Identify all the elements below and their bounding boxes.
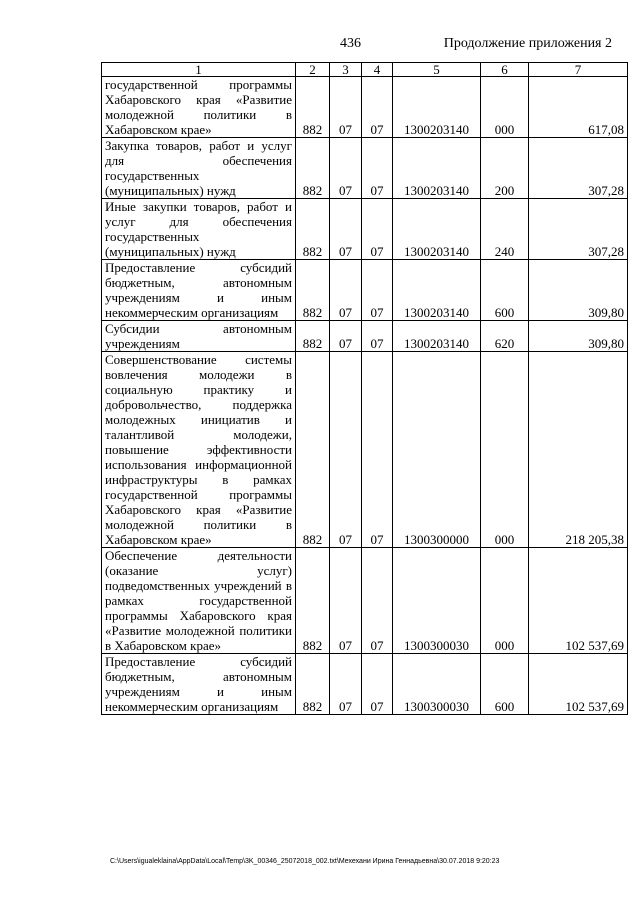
table-row bbox=[102, 77, 628, 138]
amount: 307,28 bbox=[529, 138, 628, 199]
target-code: 1300300030 bbox=[393, 654, 481, 715]
expense-name: Субсидии автономным учреждениям bbox=[102, 321, 296, 352]
target-code: 1300203140 bbox=[393, 321, 481, 352]
amount: 102 537,69 bbox=[529, 654, 628, 715]
table-row bbox=[102, 352, 628, 548]
section-code: 07 bbox=[330, 352, 362, 548]
subsection-code: 07 bbox=[362, 199, 393, 260]
subsection-code: 07 bbox=[362, 260, 393, 321]
expense-name: Обеспечение деятельности (оказание услуг) подведомственных учреждений в рамках государственной программы Хабаровского края «Развитие молодежной политики в Хабаровском крае» bbox=[102, 548, 296, 654]
table-row bbox=[102, 321, 628, 352]
ministry-code: 882 bbox=[296, 352, 330, 548]
table-row bbox=[102, 199, 628, 260]
column-header: 5 bbox=[393, 63, 481, 77]
budget-table bbox=[101, 62, 628, 715]
subsection-code: 07 bbox=[362, 654, 393, 715]
amount: 309,80 bbox=[529, 260, 628, 321]
footer-file-path: C:\Users\igualeklaina\AppData\Local\Temp\3K_00346_25072018_002.txt\Мехехани Ирина Геннадьевна\30.07.2018 9:20:23 bbox=[110, 858, 500, 865]
amount: 617,08 bbox=[529, 77, 628, 138]
expense-type-code: 200 bbox=[481, 138, 529, 199]
column-header: 4 bbox=[362, 63, 393, 77]
table-header-row bbox=[102, 63, 628, 77]
expense-name: Предоставление субсидий бюджетным, автономным учреждениям и иным некоммерческим организациям bbox=[102, 260, 296, 321]
subsection-code: 07 bbox=[362, 138, 393, 199]
ministry-code: 882 bbox=[296, 654, 330, 715]
subsection-code: 07 bbox=[362, 548, 393, 654]
target-code: 1300300000 bbox=[393, 352, 481, 548]
section-code: 07 bbox=[330, 199, 362, 260]
target-code: 1300203140 bbox=[393, 138, 481, 199]
amount: 218 205,38 bbox=[529, 352, 628, 548]
subsection-code: 07 bbox=[362, 352, 393, 548]
column-header: 2 bbox=[296, 63, 330, 77]
section-code: 07 bbox=[330, 138, 362, 199]
section-code: 07 bbox=[330, 654, 362, 715]
section-code: 07 bbox=[330, 321, 362, 352]
amount: 307,28 bbox=[529, 199, 628, 260]
table-row bbox=[102, 138, 628, 199]
expense-type-code: 620 bbox=[481, 321, 529, 352]
ministry-code: 882 bbox=[296, 77, 330, 138]
amount: 102 537,69 bbox=[529, 548, 628, 654]
expense-type-code: 600 bbox=[481, 654, 529, 715]
expense-type-code: 000 bbox=[481, 548, 529, 654]
target-code: 1300203140 bbox=[393, 260, 481, 321]
expense-type-code: 600 bbox=[481, 260, 529, 321]
table-row bbox=[102, 654, 628, 715]
column-header: 3 bbox=[330, 63, 362, 77]
ministry-code: 882 bbox=[296, 199, 330, 260]
expense-name: Предоставление субсидий бюджетным, автономным учреждениям и иным некоммерческим организациям bbox=[102, 654, 296, 715]
ministry-code: 882 bbox=[296, 321, 330, 352]
table-row bbox=[102, 548, 628, 654]
expense-name: Совершенствование системы вовлечения молодежи в социальную практику и добровольчество, поддержка молодежных инициатив и талантливой молодежи, повышение эффективности использования информационной инфраструктуры в рамках государственной программы Хабаровского края «Развитие молодежной политики в Хабаровском крае» bbox=[102, 352, 296, 548]
expense-type-code: 000 bbox=[481, 352, 529, 548]
section-code: 07 bbox=[330, 548, 362, 654]
expense-name: Иные закупки товаров, работ и услуг для обеспечения государственных (муниципальных) нужд bbox=[102, 199, 296, 260]
ministry-code: 882 bbox=[296, 138, 330, 199]
section-code: 07 bbox=[330, 260, 362, 321]
subsection-code: 07 bbox=[362, 321, 393, 352]
subsection-code: 07 bbox=[362, 77, 393, 138]
column-header: 7 bbox=[529, 63, 628, 77]
expense-type-code: 240 bbox=[481, 199, 529, 260]
expense-name: государственной программы Хабаровского края «Развитие молодежной политики в Хабаровском крае» bbox=[102, 77, 296, 138]
target-code: 1300203140 bbox=[393, 77, 481, 138]
target-code: 1300203140 bbox=[393, 199, 481, 260]
section-code: 07 bbox=[330, 77, 362, 138]
column-header: 6 bbox=[481, 63, 529, 77]
expense-name: Закупка товаров, работ и услуг для обеспечения государственных (муниципальных) нужд bbox=[102, 138, 296, 199]
target-code: 1300300030 bbox=[393, 548, 481, 654]
column-header: 1 bbox=[102, 63, 296, 77]
expense-type-code: 000 bbox=[481, 77, 529, 138]
ministry-code: 882 bbox=[296, 548, 330, 654]
page-number: 436 bbox=[340, 36, 361, 51]
ministry-code: 882 bbox=[296, 260, 330, 321]
amount: 309,80 bbox=[529, 321, 628, 352]
table-row bbox=[102, 260, 628, 321]
continuation-label: Продолжение приложения 2 bbox=[443, 36, 612, 51]
